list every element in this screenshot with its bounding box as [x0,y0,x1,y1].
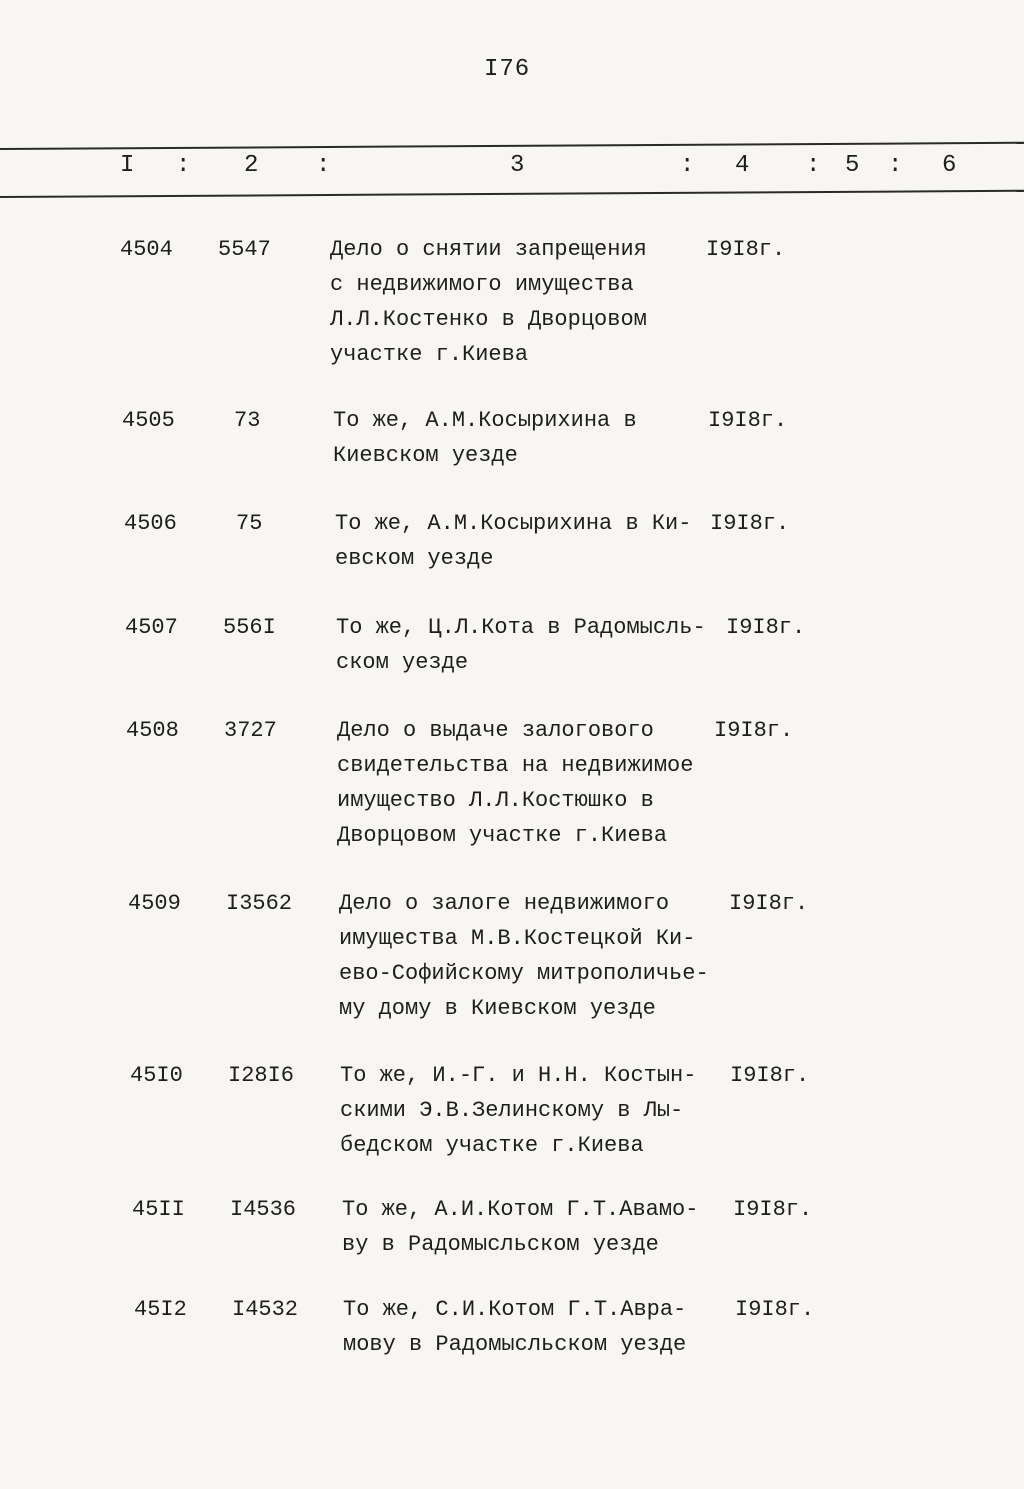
header-sep-5: : [888,152,903,179]
entry-description-line: имущество Л.Л.Костюшко в [337,788,654,813]
entry-description-line: ву в Радомысльском уезде [342,1232,659,1257]
entry-description-line: Дело о выдаче залогового [337,718,654,743]
entry-description [339,886,739,1026]
entry-description [337,713,737,853]
entry-description-line: ево-Софийскому митрополичье- [339,961,709,986]
entry-description [336,610,736,680]
entry-year: I9I8г. [729,891,809,916]
column-header-row [0,152,1024,188]
entry-description-line: То же, А.М.Косырихина в Ки- [335,511,692,536]
entry-description-line: Дело о снятии запрещения [330,237,647,262]
header-col-5: 5 [845,152,860,179]
entry-code: 556I [223,615,276,640]
entry-description [333,403,733,473]
entry-description-line: свидетельства на недвижимое [337,753,694,778]
entry-description-line: евском уезде [335,546,494,571]
header-sep-4: : [806,152,821,179]
entry-code: I28I6 [228,1063,295,1088]
header-sep-3: : [680,152,695,179]
header-col-2: 2 [244,152,259,179]
entry-year: I9I8г. [730,1063,810,1088]
entry-code: 75 [236,511,263,536]
entry-number: 4504 [120,237,173,262]
entry-code: I4536 [230,1197,297,1222]
entry-description-line: ском уезде [336,650,469,675]
entry-number: 4506 [124,511,177,536]
header-sep-2: : [316,152,331,179]
entry-year: I9I8г. [706,237,786,262]
entry-description-line: му дому в Киевском уезде [339,996,656,1021]
entry-description-line: То же, А.И.Котом Г.Т.Авамо- [342,1197,699,1222]
entry-number: 45I0 [130,1063,183,1088]
header-bottom-rule [0,190,1024,198]
entry-code: I4532 [232,1297,299,1322]
entry-year: I9I8г. [726,615,806,640]
header-top-rule [0,142,1024,150]
entry-description-line: участке г.Киева [330,342,529,367]
header-col-1: I [120,152,135,179]
entry-number: 4505 [122,408,175,433]
entry-number: 4509 [128,891,181,916]
entry-number: 45I2 [134,1297,187,1322]
entry-description-line: То же, С.И.Котом Г.Т.Авра- [343,1297,687,1322]
entry-code: 5547 [218,237,271,262]
entry-year: I9I8г. [714,718,794,743]
entry-number: 45II [132,1197,185,1222]
entry-description-line: Киевском уезде [333,443,518,468]
entry-number: 4508 [126,718,179,743]
entry-description [340,1058,740,1163]
entry-number: 4507 [125,615,178,640]
header-col-6: 6 [942,152,957,179]
entry-year: I9I8г. [710,511,790,536]
entry-year: I9I8г. [735,1297,815,1322]
entry-code: I3562 [226,891,293,916]
entry-description-line: То же, Ц.Л.Кота в Радомысль- [336,615,706,640]
entry-description [335,506,735,576]
entry-description-line: бедском участке г.Киева [340,1133,644,1158]
entry-description-line: скими Э.В.Зелинскому в Лы- [340,1098,684,1123]
entry-code: 73 [234,408,261,433]
entry-description [342,1192,742,1262]
entry-description-line: Дело о залоге недвижимого [339,891,670,916]
entry-description-line: Дворцовом участке г.Киева [337,823,668,848]
entry-description-line: То же, И.-Г. и Н.Н. Костын- [340,1063,697,1088]
page-number: I76 [484,56,531,83]
entry-year: I9I8г. [733,1197,813,1222]
entry-description-line: Л.Л.Костенко в Дворцовом [330,307,647,332]
entry-description-line: с недвижимого имущества [330,272,634,297]
entry-code: 3727 [224,718,277,743]
header-col-4: 4 [735,152,750,179]
entry-description [330,232,730,372]
entry-description-line: мову в Радомысльском уезде [343,1332,687,1357]
entry-description-line: имущества М.В.Костецкой Ки- [339,926,696,951]
entry-description [343,1292,743,1362]
header-col-3: 3 [510,152,525,179]
header-sep-1: : [176,152,191,179]
entry-year: I9I8г. [708,408,788,433]
entry-description-line: То же, А.М.Косырихина в [333,408,637,433]
